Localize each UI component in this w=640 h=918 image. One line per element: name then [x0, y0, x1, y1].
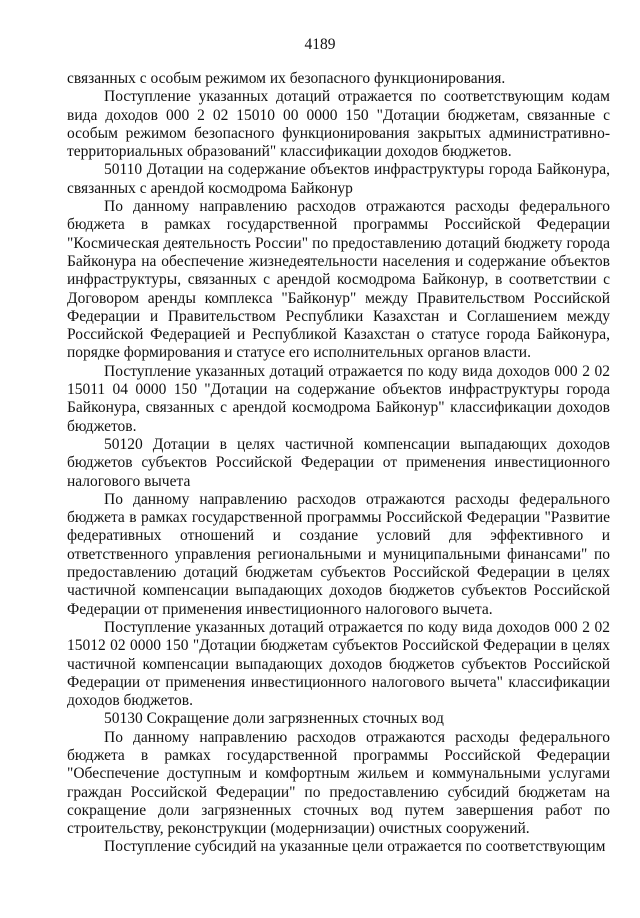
paragraph: По данному направлению расходов отражаются расходы федерального бюджета в рамках государственной программы Российской Федерации "Развитие федеративных отношений и создание условий для эффективного и ответственного управления региональными и муниципальными финансами" по предоставлению дотаций бюджетам субъектов Российской Федерации в целях частичной компенсации выпадающих доходов бюджетов субъектов Российской Федерации от применения инвестиционного налогового вычета.: [67, 490, 610, 618]
section-heading: 50120 Дотации в целях частичной компенсации выпадающих доходов бюджетов субъектов Российской Федерации от применения инвестиционного налогового вычета: [67, 435, 610, 490]
paragraph: Поступление субсидий на указанные цели отражается по соответствующим: [104, 838, 606, 856]
paragraph: По данному направлению расходов отражаются расходы федерального бюджета в рамках государственной программы Российской Федерации "Космическая деятельность России" по предоставлению дотаций бюджету города Байконура на обеспечение жизнедеятельности населения и содержание объектов инфраструктуры, связанных с арендой космодрома Байконур, в соответствии с Договором аренды комплекса "Байконур" между Правительством Российской Федерации и Правительством Республики Казахстан и Соглашением между Российской Федерацией и Республикой Казахстан о статусе города Байконура, порядке формирования и статусе его исполнительных органов власти.: [67, 198, 610, 362]
paragraph: Поступление указанных дотаций отражается по соответствующим кодам вида доходов 000 2 02 15010 00 0000 150 "Дотации бюджетам, связанные с особым режимом безопасного функционирования закрытых административно-территориальных образований" классификации доходов бюджетов.: [67, 88, 610, 161]
page-number: 4189: [304, 36, 336, 53]
paragraph: Поступление указанных дотаций отражается по коду вида доходов 000 2 02 15011 04 0000 150 "Дотации на содержание объектов инфраструктуры города Байконура, связанных с арендой космодрома Байконур" классификации доходов бюджетов.: [67, 362, 610, 435]
paragraph: По данному направлению расходов отражаются расходы федерального бюджета в рамках государственной программы Российской Федерации "Обеспечение доступным и комфортным жильем и коммунальными услугами граждан Российской Федерации" по предоставлению субсидий бюджетам на сокращение доли загрязненных сточных вод путем завершения работ по строительству, реконструкции (модернизации) очистных сооружений.: [67, 728, 610, 838]
document-body: [67, 70, 610, 857]
paragraph: связанных с особым режимом их безопасного функционирования.: [67, 70, 506, 87]
section-heading: 50110 Дотации на содержание объектов инфраструктуры города Байконура, связанных с арендой космодрома Байконур: [67, 161, 610, 197]
paragraph: Поступление указанных дотаций отражается по коду вида доходов 000 2 02 15012 02 0000 150 "Дотации бюджетам субъектов Российской Федерации в целях частичной компенсации выпадающих доходов бюджетов субъектов Российской Федерации от применения инвестиционного налогового вычета" классификации доходов бюджетов.: [67, 618, 610, 710]
section-heading: 50130 Сокращение доли загрязненных сточных вод: [104, 710, 444, 728]
